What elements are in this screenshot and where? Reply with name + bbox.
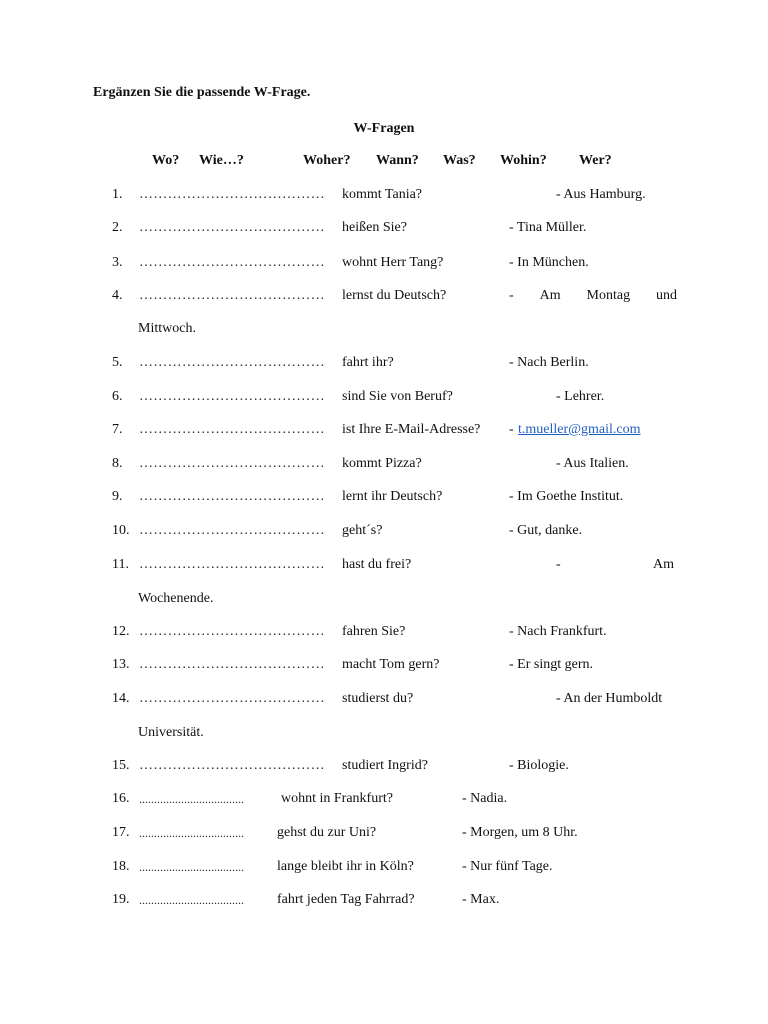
- answer-text: - Aus Hamburg.: [556, 187, 646, 202]
- exercise-row: [0, 454, 768, 474]
- answer-text: - Lehrer.: [556, 389, 605, 404]
- exercise-row: [0, 555, 768, 575]
- item-number: 15.: [112, 758, 130, 773]
- w-word: Wer?: [579, 153, 612, 168]
- question-text: gehst du zur Uni?: [277, 825, 377, 840]
- answer-continuation: Mittwoch.: [138, 321, 196, 336]
- exercise-row: [0, 689, 768, 709]
- item-number: 19.: [112, 892, 130, 907]
- exercise-row: [0, 655, 768, 675]
- blank-dots: …………………………………: [139, 255, 325, 270]
- answer-text: - An der Humboldt: [556, 691, 663, 706]
- item-number: 17.: [112, 825, 130, 840]
- item-number: 12.: [112, 624, 130, 639]
- answer-text-justified: [509, 286, 677, 306]
- answer-text: - Nach Frankfurt.: [509, 624, 607, 639]
- exercise-row: [0, 789, 768, 809]
- answer-text: - Morgen, um 8 Uhr.: [462, 825, 578, 840]
- question-text: sind Sie von Beruf?: [342, 389, 453, 404]
- email-link[interactable]: t.mueller@gmail.com: [518, 422, 641, 437]
- exercise-row: [0, 420, 768, 440]
- item-number: 18.: [112, 859, 130, 874]
- answer-text: - Nur fünf Tage.: [462, 859, 553, 874]
- question-text: heißen Sie?: [342, 220, 407, 235]
- answer-text: - Gut, danke.: [509, 523, 583, 538]
- blank-dots: …………………………………: [139, 220, 325, 235]
- question-text: wohnt Herr Tang?: [342, 255, 444, 270]
- question-text: kommt Pizza?: [342, 456, 422, 471]
- question-text: kommt Tania?: [342, 187, 423, 202]
- item-number: 6.: [112, 389, 123, 404]
- item-number: 14.: [112, 691, 130, 706]
- question-text: lange bleibt ihr in Köln?: [277, 859, 414, 874]
- blank-dots: …………………………………: [139, 489, 325, 504]
- item-number: 5.: [112, 355, 123, 370]
- answer-word: -: [556, 557, 561, 572]
- blank-dots: …………………………………: [139, 389, 325, 404]
- blank-dots: ...................................: [139, 893, 244, 907]
- blank-dots: …………………………………: [139, 557, 325, 572]
- item-number: 7.: [112, 422, 123, 437]
- blank-dots: ...................................: [139, 860, 244, 874]
- w-word: Was?: [443, 153, 476, 168]
- question-text: hast du frei?: [342, 557, 412, 572]
- answer-text: - Er singt gern.: [509, 657, 593, 672]
- w-word: Wann?: [376, 153, 419, 168]
- answer-text: - In München.: [509, 255, 589, 270]
- exercise-row: [0, 823, 768, 843]
- blank-dots: …………………………………: [139, 523, 325, 538]
- item-number: 4.: [112, 288, 123, 303]
- exercise-row: [0, 890, 768, 910]
- exercise-row: [0, 756, 768, 776]
- answer-word: Am: [653, 557, 674, 572]
- exercise-row: [0, 622, 768, 642]
- question-text: studierst du?: [342, 691, 414, 706]
- blank-dots: …………………………………: [139, 691, 325, 706]
- answer-text: - Im Goethe Institut.: [509, 489, 624, 504]
- blank-dots: …………………………………: [139, 288, 325, 303]
- item-number: 9.: [112, 489, 123, 504]
- exercise-row: [0, 218, 768, 238]
- blank-dots: …………………………………: [139, 657, 325, 672]
- w-fragen-title: W-Fragen: [353, 121, 415, 136]
- item-number: 10.: [112, 523, 130, 538]
- item-number: 8.: [112, 456, 123, 471]
- answer-word: Montag: [586, 288, 631, 303]
- question-text: ist Ihre E-Mail-Adresse?: [342, 422, 481, 437]
- w-word: Wie…?: [199, 153, 244, 168]
- item-number: 1.: [112, 187, 123, 202]
- answer-text: - Max.: [462, 892, 500, 907]
- blank-dots: …………………………………: [139, 187, 325, 202]
- question-text: fahrt ihr?: [342, 355, 394, 370]
- question-text: fahren Sie?: [342, 624, 406, 639]
- blank-dots: …………………………………: [139, 758, 325, 773]
- question-text: macht Tom gern?: [342, 657, 440, 672]
- exercise-row: [0, 253, 768, 273]
- question-text: lernt ihr Deutsch?: [342, 489, 443, 504]
- answer-word: und: [656, 288, 677, 303]
- exercise-row: [0, 353, 768, 373]
- item-number: 3.: [112, 255, 123, 270]
- blank-dots: ...................................: [139, 826, 244, 840]
- exercise-row: [0, 521, 768, 541]
- question-text: fahrt jeden Tag Fahrrad?: [277, 892, 415, 907]
- exercise-row: [0, 185, 768, 205]
- blank-dots: …………………………………: [139, 355, 325, 370]
- answer-text: - Nadia.: [462, 791, 508, 806]
- item-number: 13.: [112, 657, 130, 672]
- question-text: lernst du Deutsch?: [342, 288, 447, 303]
- item-number: 11.: [112, 557, 129, 572]
- item-number: 2.: [112, 220, 123, 235]
- exercise-row: [0, 387, 768, 407]
- answer-word: -: [509, 288, 514, 303]
- answer-text: - Aus Italien.: [556, 456, 629, 471]
- exercise-row: [0, 857, 768, 877]
- answer-word: Am: [539, 288, 561, 303]
- answer-text: - Biologie.: [509, 758, 569, 773]
- blank-dots: ...................................: [139, 792, 244, 806]
- question-text: wohnt in Frankfurt?: [281, 791, 393, 806]
- w-word: Wo?: [152, 153, 180, 168]
- answer-text: - Tina Müller.: [509, 220, 587, 235]
- blank-dots: …………………………………: [139, 422, 325, 437]
- instruction-heading: Ergänzen Sie die passende W-Frage.: [93, 85, 311, 100]
- blank-dots: …………………………………: [139, 624, 325, 639]
- exercise-row: [0, 487, 768, 507]
- blank-dots: …………………………………: [139, 456, 325, 471]
- question-text: geht´s?: [342, 523, 383, 538]
- answer-continuation: Wochenende.: [138, 591, 214, 606]
- answer-dash: -: [509, 422, 514, 437]
- w-word: Woher?: [303, 153, 351, 168]
- answer-text: - Nach Berlin.: [509, 355, 589, 370]
- item-number: 16.: [112, 791, 130, 806]
- answer-continuation: Universität.: [138, 725, 204, 740]
- question-text: studiert Ingrid?: [342, 758, 428, 773]
- w-word: Wohin?: [500, 153, 547, 168]
